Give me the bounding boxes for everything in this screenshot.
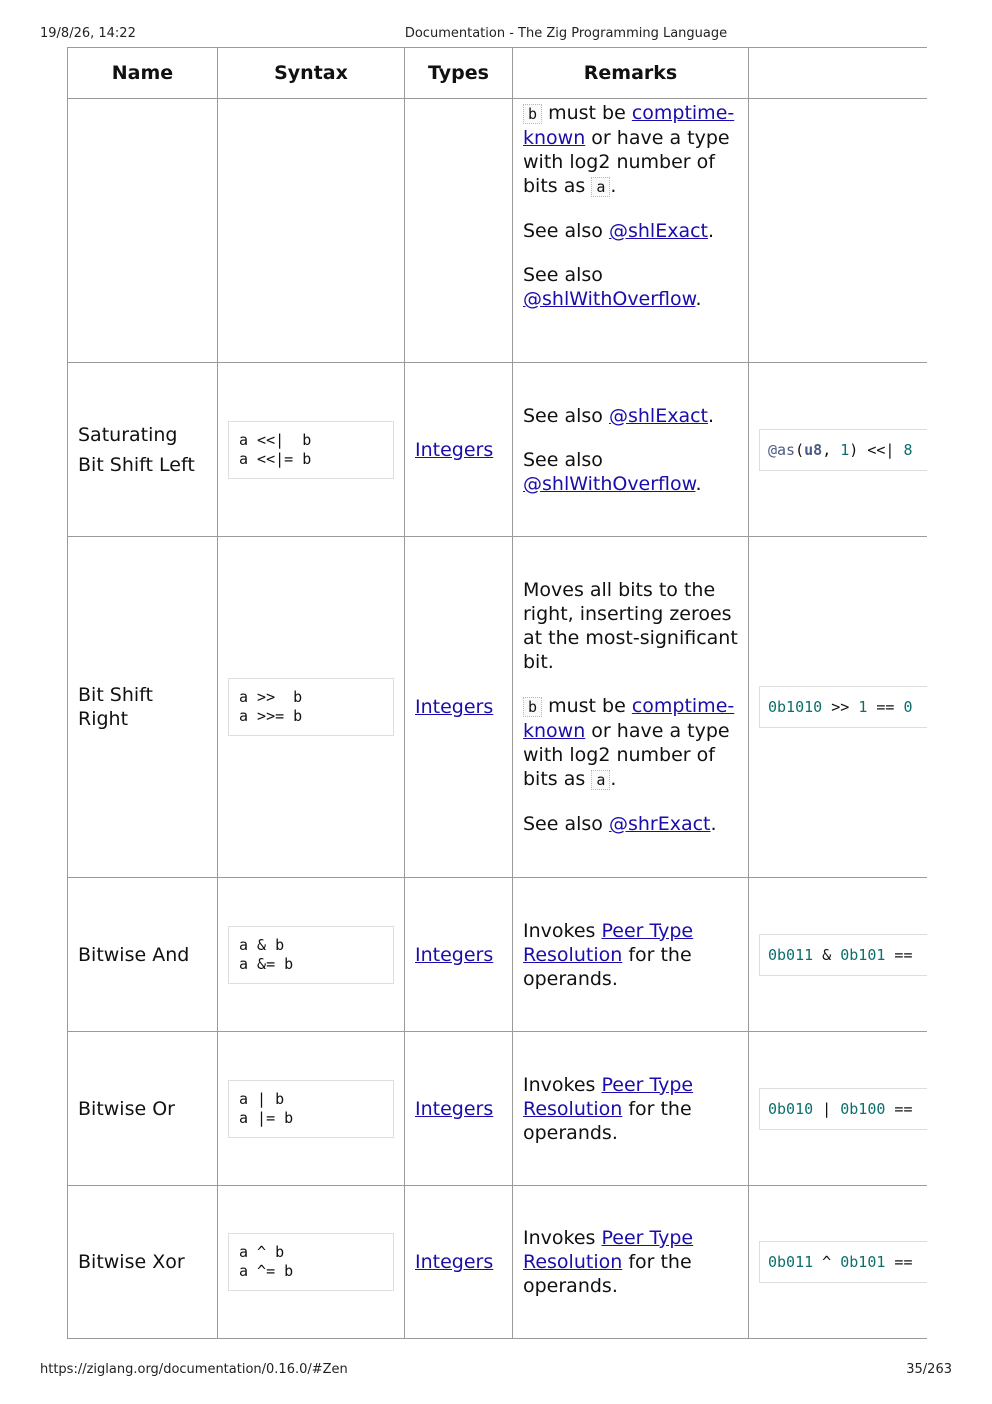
name-cell: [68, 99, 218, 363]
example-cell: [749, 537, 928, 878]
example-cell: [749, 1186, 928, 1339]
example-cell: [749, 1032, 928, 1186]
peer-type-resolution-link[interactable]: Peer Type Resolution: [523, 919, 694, 966]
example-code: 0b011 ^ 0b101 ==: [759, 1241, 927, 1283]
table-row: [68, 363, 928, 537]
example-cell: [749, 99, 928, 363]
inline-code: b: [523, 697, 542, 717]
shlwithoverflow-link[interactable]: @shlWithOverflow: [523, 472, 696, 495]
integers-link[interactable]: Integers: [415, 1097, 494, 1120]
types-cell: [405, 537, 513, 878]
name-cell: Bitwise Or: [68, 1032, 218, 1186]
remarks-paragraph: See also @shlWithOverflow.: [523, 264, 702, 310]
shlexact-link[interactable]: @shlExact: [608, 220, 708, 242]
remarks-cell: [513, 99, 749, 363]
table-row: [68, 878, 928, 1032]
table-row: [68, 537, 928, 878]
remarks-paragraph: See also @shlExact.: [523, 404, 715, 427]
table-row: [68, 99, 928, 363]
remarks-paragraph: Invokes Peer Type Resolution for the operands.: [523, 1073, 694, 1144]
remarks-content: [523, 99, 738, 311]
remarks-paragraph: See also @shlExact.: [523, 220, 715, 242]
table-row: [68, 1186, 928, 1339]
name-cell: Bit Shift Right: [68, 537, 218, 878]
peer-type-resolution-link[interactable]: Peer Type Resolution: [523, 1073, 694, 1120]
comptime-known-link[interactable]: comptime-known: [523, 102, 735, 149]
integers-link[interactable]: Integers: [415, 943, 494, 966]
column-header-example: [749, 48, 928, 99]
table-row: [68, 1032, 928, 1186]
remarks-paragraph: b must be comptime-known or have a type with log2 number of bits as a .: [523, 695, 735, 790]
print-url: https://ziglang.org/documentation/0.16.0/#Zen: [40, 1362, 348, 1377]
syntax-cell: [218, 99, 405, 363]
shrexact-link[interactable]: @shrExact: [608, 813, 711, 835]
table-header-row: [68, 48, 928, 99]
syntax-code: a <<| b a <<|= b: [228, 421, 394, 479]
name-cell: Bitwise And: [68, 878, 218, 1032]
print-title: Documentation - The Zig Programming Language: [404, 26, 728, 41]
example-code: 0b1010 >> 1 == 0: [759, 686, 927, 728]
syntax-cell: [218, 878, 405, 1032]
remarks-cell: [513, 878, 749, 1032]
column-header-remarks: Remarks: [513, 48, 749, 99]
syntax-cell: [218, 1186, 405, 1339]
types-cell: [405, 99, 513, 363]
remarks-paragraph: Invokes Peer Type Resolution for the operands.: [523, 919, 694, 990]
example-code: @as(u8, 1) <<| 8: [759, 429, 927, 471]
types-cell: [405, 1032, 513, 1186]
example-code: 0b011 & 0b101 ==: [759, 934, 927, 976]
remarks-cell: [513, 1032, 749, 1186]
page-number: 35/263: [906, 1362, 952, 1377]
column-header-name: Name: [68, 48, 218, 99]
syntax-code: a | b a |= b: [228, 1080, 394, 1138]
example-cell: [749, 878, 928, 1032]
operators-table-viewport: [67, 47, 927, 1339]
inline-code: a: [591, 177, 610, 197]
integers-link[interactable]: Integers: [415, 438, 494, 461]
remarks-paragraph: Invokes Peer Type Resolution for the operands.: [523, 1227, 694, 1297]
remarks-paragraph: Moves all bits to the right, inserting zeroes at the most-significant bit.: [523, 579, 738, 673]
syntax-cell: [218, 1032, 405, 1186]
types-cell: [405, 1186, 513, 1339]
comptime-known-link[interactable]: comptime-known: [523, 695, 735, 742]
example-code: 0b010 | 0b100 ==: [759, 1088, 927, 1130]
remarks-cell: [513, 363, 749, 537]
inline-code: a: [591, 770, 610, 790]
syntax-cell: [218, 363, 405, 537]
name-cell: Saturating Bit Shift Left: [68, 363, 218, 537]
remarks-cell: [513, 1186, 749, 1339]
example-cell: [749, 363, 928, 537]
integers-link[interactable]: Integers: [415, 696, 494, 718]
types-cell: [405, 363, 513, 537]
remarks-paragraph: See also @shlWithOverflow.: [523, 448, 702, 495]
name-cell: Bitwise Xor: [68, 1186, 218, 1339]
syntax-code: a >> b a >>= b: [228, 678, 394, 736]
integers-link[interactable]: Integers: [415, 1251, 494, 1273]
print-datetime: 19/8/26, 14:22: [40, 26, 136, 41]
shlwithoverflow-link[interactable]: @shlWithOverflow: [523, 288, 696, 310]
syntax-cell: [218, 537, 405, 878]
syntax-code: a & b a &= b: [228, 926, 394, 984]
remarks-cell: [513, 537, 749, 878]
peer-type-resolution-link[interactable]: Peer Type Resolution: [523, 1227, 694, 1273]
operators-table: [67, 47, 927, 1339]
syntax-code: a ^ b a ^= b: [228, 1233, 394, 1291]
types-cell: [405, 878, 513, 1032]
inline-code: b: [523, 104, 542, 124]
remarks-paragraph: b must be comptime-known or have a type with log2 number of bits as a .: [523, 102, 735, 197]
column-header-syntax: Syntax: [218, 48, 405, 99]
column-header-types: Types: [405, 48, 513, 99]
remarks-paragraph: See also @shrExact.: [523, 813, 717, 835]
shlexact-link[interactable]: @shlExact: [608, 404, 708, 427]
